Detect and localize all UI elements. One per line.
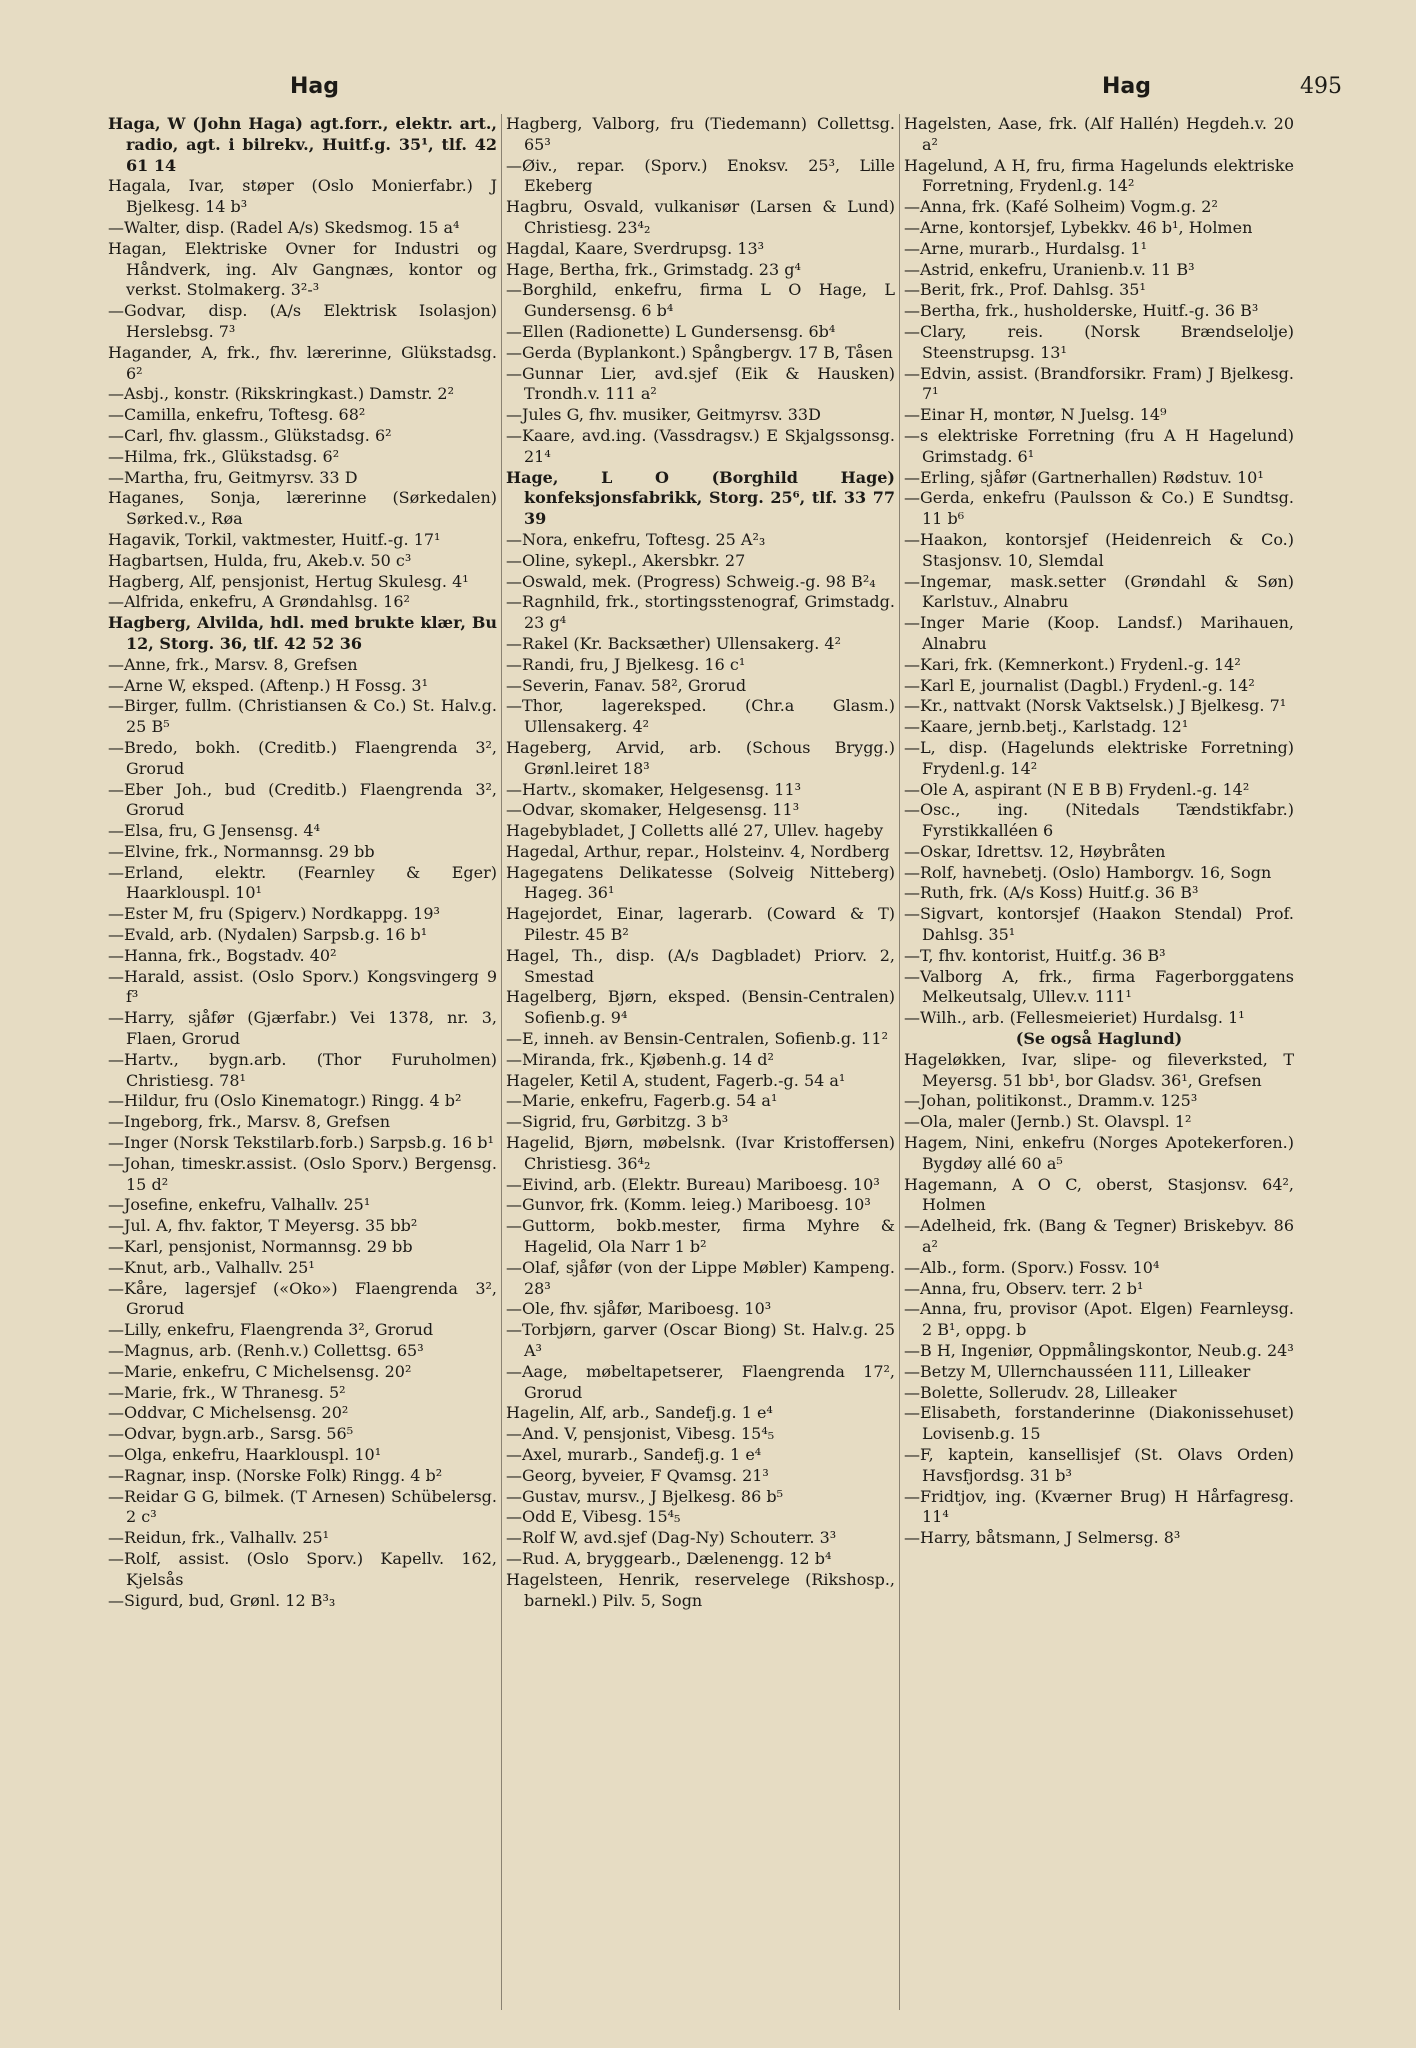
directory-entry: —Johan, politikonst., Dramm.v. 125³	[904, 1091, 1198, 1111]
directory-entry: —Godvar, disp. (A/s Elektrisk Isolasjon) Herslebsg. 7³	[108, 301, 497, 341]
directory-entry: —Osc., ing. (Nitedals Tændstikfabr.) Fyrstikkalléen 6	[904, 800, 1294, 841]
directory-entry: —Marie, enkefru, Fagerb.g. 54 a¹	[506, 1091, 778, 1111]
directory-entry: —Harry, sjåfør (Gjærfabr.) Vei 1378, nr. 3, Flaen, Grorud	[108, 1008, 497, 1049]
directory-entry: —Odvar, skomaker, Helgesensg. 11³	[506, 800, 800, 820]
directory-entry: —Harald, assist. (Oslo Sporv.) Kongsvingerg 9 f³	[108, 966, 497, 1007]
directory-entry: Hagebybladet, J Colletts allé 27, Ullev. hageby	[506, 821, 884, 841]
directory-entry: Hagberg, Alf, pensjonist, Hertug Skulesg. 4¹	[108, 571, 469, 591]
directory-entry: —Anne, frk., Marsv. 8, Grefsen	[108, 654, 358, 674]
directory-entry: Hagelund, A H, fru, firma Hagelunds elektriske Forretning, Frydenl.g. 14²	[904, 155, 1294, 196]
directory-entry: —Valborg A, frk., firma Fagerborggatens Melkeutsalg, Ullev.v. 111¹	[904, 966, 1294, 1007]
directory-entry: Hagbartsen, Hulda, fru, Akeb.v. 50 c³	[108, 550, 412, 570]
directory-entry: —Ragnhild, frk., stortingsstenograf, Grimstadg. 23 g⁴	[506, 592, 895, 633]
directory-entry: —Fridtjov, ing. (Kværner Brug) H Hårfagresg. 11⁴	[904, 1486, 1294, 1527]
directory-entry: —Hildur, fru (Oslo Kinematogr.) Ringg. 4 b²	[108, 1091, 462, 1111]
directory-entry: Haga, W (John Haga) agt.forr., elektr. art., radio, agt. i bilrekv., Huitf.g. 35¹, tlf. 42 61 14	[108, 114, 497, 175]
directory-entry: —Arne W, eksped. (Aftenp.) H Fossg. 3¹	[108, 675, 429, 695]
directory-entry: Hagbru, Osvald, vulkanisør (Larsen & Lund) Christiesg. 23⁴₂	[506, 197, 895, 237]
directory-entry: —Inger (Norsk Tekstilarb.forb.) Sarpsb.g. 16 b¹	[108, 1133, 494, 1153]
directory-columns	[104, 114, 1300, 2010]
directory-entry: —Kaare, avd.ing. (Vassdragsv.) E Skjalgssonsg. 21⁴	[506, 425, 895, 466]
directory-entry: —Ola, maler (Jernb.) St. Olavspl. 1²	[904, 1112, 1192, 1132]
directory-entry: Hagelberg, Bjørn, eksped. (Bensin-Centralen) Sofienb.g. 9⁴	[506, 987, 895, 1028]
directory-entry: —Erling, sjåfør (Gartnerhallen) Rødstuv. 10¹	[904, 467, 1264, 487]
directory-entry: —Lilly, enkefru, Flaengrenda 3², Grorud	[108, 1320, 434, 1340]
directory-entry: —Hartv., skomaker, Helgesensg. 11³	[506, 779, 802, 799]
directory-entry: —Knut, arb., Valhallv. 25¹	[108, 1257, 315, 1277]
directory-entry: —Axel, murarb., Sandefj.g. 1 e⁴	[506, 1445, 762, 1464]
directory-entry: —Hartv., bygn.arb. (Thor Furuholmen) Christiesg. 78¹	[108, 1049, 497, 1090]
directory-entry: Hagel, Th., disp. (A/s Dagbladet) Priorv. 2, Smestad	[506, 945, 895, 986]
directory-entry: Hagelin, Alf, arb., Sandefj.g. 1 e⁴	[506, 1403, 773, 1423]
page-header	[0, 74, 1416, 108]
directory-entry: (Se også Haglund)	[1015, 1029, 1183, 1049]
directory-entry: —Oddvar, C Michelsensg. 20²	[108, 1403, 349, 1423]
page-number: 495	[1300, 74, 1342, 99]
directory-entry: —Guttorm, bokb.mester, firma Myhre & Hagelid, Ola Narr 1 b²	[506, 1216, 895, 1257]
directory-entry: Hagavik, Torkil, vaktmester, Huitf.-g. 17¹	[108, 529, 441, 549]
directory-entry: —Arne, murarb., Hurdalsg. 1¹	[904, 238, 1147, 258]
directory-entry: —Adelheid, frk. (Bang & Tegner) Briskebyv. 86 a²	[904, 1216, 1294, 1257]
directory-entry: —T, fhv. kontorist, Huitf.g. 36 B³	[904, 945, 1166, 965]
directory-entry: —Ester M, fru (Spigerv.) Nordkappg. 19³	[108, 904, 440, 924]
directory-entry: —Berit, frk., Prof. Dahlsg. 35¹	[904, 280, 1146, 300]
column-1	[104, 114, 502, 2010]
directory-entry: —Severin, Fanav. 58², Grorud	[506, 675, 747, 695]
directory-entry: —Odd E, Vibesg. 15⁴₅	[506, 1507, 681, 1527]
directory-entry: —Johan, timeskr.assist. (Oslo Sporv.) Bergensg. 15 d²	[108, 1153, 497, 1194]
directory-entry: —Jules G, fhv. musiker, Geitmyrsv. 33D	[506, 405, 821, 425]
directory-entry: Hagejordet, Einar, lagerarb. (Coward & T) Pilestr. 45 B²	[506, 904, 895, 945]
directory-entry: —Borghild, enkefru, firma L O Hage, L Gundersensg. 6 b⁴	[506, 280, 895, 321]
directory-entry: —Bertha, frk., husholderske, Huitf.-g. 36 B³	[904, 301, 1259, 321]
directory-entry: —Elsa, fru, G Jensensg. 4⁴	[108, 821, 321, 841]
directory-entry: —Oline, sykepl., Akersbkr. 27	[506, 550, 746, 570]
directory-entry: —Sigvart, kontorsjef (Haakon Stendal) Prof. Dahlsg. 35¹	[904, 904, 1294, 945]
directory-entry: —Karl, pensjonist, Normannsg. 29 bb	[108, 1237, 413, 1257]
directory-entry: —Anna, fru, provisor (Apot. Elgen) Fearnleysg. 2 B¹, oppg. b	[904, 1299, 1294, 1340]
directory-entry: Hagberg, Valborg, fru (Tiedemann) Collettsg. 65³	[506, 114, 895, 154]
directory-entry: —Ingemar, mask.setter (Grøndahl & Søn) Karlstuv., Alnabru	[904, 571, 1294, 612]
directory-entry: Hage, Bertha, frk., Grimstadg. 23 g⁴	[506, 259, 801, 279]
directory-entry: —Birger, fullm. (Christiansen & Co.) St. Halv.g. 25 B⁵	[108, 696, 497, 737]
directory-entry: —Ole A, aspirant (N E B B) Frydenl.-g. 14²	[904, 779, 1250, 799]
directory-entry: —Kr., nattvakt (Norsk Vaktselsk.) J Bjelkesg. 7¹	[904, 696, 1287, 716]
directory-entry: —Olga, enkefru, Haarklouspl. 10¹	[108, 1445, 382, 1464]
directory-entry: Hagemann, A O C, oberst, Stasjonsv. 64², Holmen	[904, 1174, 1294, 1215]
directory-entry: —Evald, arb. (Nydalen) Sarpsb.g. 16 b¹	[108, 925, 428, 945]
directory-entry: —Odvar, bygn.arb., Sarsg. 56⁵	[108, 1424, 354, 1444]
directory-entry: —Øiv., repar. (Sporv.) Enoksv. 25³, Lille Ekeberg	[506, 155, 895, 196]
directory-entry: Hagelsteen, Henrik, reservelege (Rikshosp., barnekl.) Pilv. 5, Sogn	[506, 1569, 895, 1610]
directory-entry: —Bredo, bokh. (Creditb.) Flaengrenda 3², Grorud	[108, 737, 497, 778]
directory-entry: —Kåre, lagersjef («Oko») Flaengrenda 3², Grorud	[108, 1278, 497, 1319]
directory-entry: —Harry, båtsmann, J Selmersg. 8³	[904, 1528, 1181, 1548]
directory-entry: —Anna, fru, Observ. terr. 2 b¹	[904, 1278, 1144, 1298]
directory-entry: —Inger Marie (Koop. Landsf.) Marihauen, Alnabru	[904, 613, 1294, 653]
directory-entry: —Jul. A, fhv. faktor, T Meyersg. 35 bb²	[108, 1216, 418, 1236]
directory-entry: —Kari, frk. (Kemnerkont.) Frydenl.-g. 14²	[904, 654, 1241, 674]
directory-entry: —Erland, elektr. (Fearnley & Eger) Haarklouspl. 10¹	[108, 862, 497, 903]
directory-entry: —F, kaptein, kansellisjef (St. Olavs Orden) Havsfjordsg. 31 b³	[904, 1445, 1294, 1485]
directory-entry: —Sigrid, fru, Gørbitzg. 3 b³	[506, 1112, 729, 1132]
directory-entry: —Elisabeth, forstanderinne (Diakonissehuset) Lovisenb.g. 15	[904, 1403, 1294, 1444]
directory-entry: Hagem, Nini, enkefru (Norges Apotekerforen.) Bygdøy allé 60 a⁵	[904, 1133, 1294, 1173]
directory-entry: —And. V, pensjonist, Vibesg. 15⁴₅	[506, 1424, 775, 1444]
directory-entry: —Alb., form. (Sporv.) Fossv. 10⁴	[904, 1257, 1160, 1277]
directory-entry: —Einar H, montør, N Juelsg. 14⁹	[904, 405, 1167, 425]
directory-entry: —Hilma, frk., Glükstadsg. 6²	[108, 446, 340, 466]
directory-entry: Hagan, Elektriske Ovner for Industri og Håndverk, ing. Alv Gangnæs, kontor og verkst. Stolmakerg. 3²-³	[108, 238, 497, 300]
directory-entry: Hagelsten, Aase, frk. (Alf Hallén) Hegdeh.v. 20 a²	[904, 114, 1294, 154]
directory-entry: —Torbjørn, garver (Oscar Biong) St. Halv.g. 25 A³	[506, 1320, 895, 1361]
directory-entry: Hagala, Ivar, støper (Oslo Monierfabr.) J Bjelkesg. 14 b³	[108, 176, 497, 217]
directory-entry: —Rud. A, bryggearb., Dælenengg. 12 b⁴	[506, 1548, 832, 1568]
directory-entry: —Miranda, frk., Kjøbenh.g. 14 d²	[506, 1049, 774, 1069]
directory-entry: —Josefine, enkefru, Valhallv. 25¹	[108, 1195, 371, 1215]
directory-entry: —Randi, fru, J Bjelkesg. 16 c¹	[506, 654, 746, 674]
directory-entry: —Walter, disp. (Radel A/s) Skedsmog. 15 a⁴	[108, 217, 460, 237]
directory-entry: —Gustav, mursv., J Bjelkesg. 86 b⁵	[506, 1486, 784, 1506]
directory-entry: —Gunvor, frk. (Komm. leieg.) Mariboesg. 10³	[506, 1195, 871, 1215]
directory-entry: —Ingeborg, frk., Marsv. 8, Grefsen	[108, 1112, 391, 1132]
directory-entry: —Nora, enkefru, Toftesg. 25 A²₃	[506, 529, 766, 549]
directory-entry: —E, inneh. av Bensin-Centralen, Sofienb.g. 11²	[506, 1029, 889, 1049]
directory-entry: —Eivind, arb. (Elektr. Bureau) Mariboesg. 10³	[506, 1174, 880, 1194]
directory-entry: —Gunnar Lier, avd.sjef (Eik & Hausken) Trondh.v. 111 a²	[506, 363, 895, 404]
directory-entry: —Oswald, mek. (Progress) Schweig.-g. 98 B²₄	[506, 571, 876, 591]
column-3	[900, 114, 1298, 2010]
directory-entry: —Bolette, Sollerudv. 28, Lilleaker	[904, 1382, 1177, 1402]
directory-entry: —Gerda (Byplankont.) Spångbergv. 17 B, Tåsen	[506, 342, 893, 362]
directory-entry: —Camilla, enkefru, Toftesg. 68²	[108, 405, 366, 425]
directory-entry: —Marie, frk., W Thranesg. 5²	[108, 1382, 346, 1402]
directory-entry: —Astrid, enkefru, Uranienb.v. 11 B³	[904, 259, 1195, 279]
directory-entry: —Karl E, journalist (Dagbl.) Frydenl.-g. 14²	[904, 675, 1255, 695]
directory-entry: —Asbj., konstr. (Rikskringkast.) Damstr. 2²	[108, 384, 455, 404]
directory-entry: —Rolf, havnebetj. (Oslo) Hamborgv. 16, Sogn	[904, 862, 1272, 882]
directory-entry: —Gerda, enkefru (Paulsson & Co.) E Sundtsg. 11 b⁶	[904, 488, 1294, 529]
directory-entry: —Rakel (Kr. Backsæther) Ullensakerg. 4²	[506, 633, 842, 653]
directory-entry: —Wilh., arb. (Fellesmeieriet) Hurdalsg. 1¹	[904, 1008, 1245, 1028]
directory-entry: —Reidar G G, bilmek. (T Arnesen) Schübelersg. 2 c³	[108, 1486, 497, 1527]
directory-entry: —Edvin, assist. (Brandforsikr. Fram) J Bjelkesg. 7¹	[904, 363, 1294, 404]
directory-entry: —Rolf W, avd.sjef (Dag-Ny) Schouterr. 3³	[506, 1528, 837, 1548]
column-2	[502, 114, 900, 2010]
directory-entry: Hagberg, Alvilda, hdl. med brukte klær, Bu 12, Storg. 36, tlf. 42 52 36	[108, 613, 497, 653]
directory-entry: —Kaare, jernb.betj., Karlstadg. 12¹	[904, 717, 1189, 737]
directory-entry: Hagedal, Arthur, repar., Holsteinv. 4, Nordberg	[506, 841, 890, 861]
directory-entry: —Georg, byveier, F Qvamsg. 21³	[506, 1465, 769, 1485]
directory-entry: —Haakon, kontorsjef (Heidenreich & Co.) Stasjonsv. 10, Slemdal	[904, 529, 1294, 570]
running-head-right: Hag	[1102, 74, 1152, 99]
directory-entry: —Rolf, assist. (Oslo Sporv.) Kapellv. 162, Kjelsås	[108, 1548, 497, 1589]
directory-entry: —Clary, reis. (Norsk Brændselolje) Steenstrupsg. 13¹	[904, 321, 1294, 362]
directory-entry: —Hanna, frk., Bogstadv. 40²	[108, 945, 337, 965]
directory-entry: Hageløkken, Ivar, slipe- og fileverksted, T Meyersg. 51 bb¹, bor Gladsv. 36¹, Grefsen	[904, 1049, 1294, 1090]
directory-entry: Hagegatens Delikatesse (Solveig Nitteberg) Hageg. 36¹	[506, 862, 895, 903]
directory-entry: —s elektriske Forretning (fru A H Hagelund) Grimstadg. 6¹	[904, 425, 1294, 466]
directory-entry: —Sigurd, bud, Grønl. 12 B³₃	[108, 1590, 336, 1610]
directory-entry: —Ruth, frk. (A/s Koss) Huitf.g. 36 B³	[904, 883, 1199, 903]
directory-entry: —Reidun, frk., Valhallv. 25¹	[108, 1528, 330, 1548]
directory-entry: Hagander, A, frk., fhv. lærerinne, Glükstadsg. 6²	[108, 342, 497, 383]
directory-entry: —Martha, fru, Geitmyrsv. 33 D	[108, 467, 358, 487]
directory-entry: —Anna, frk. (Kafé Solheim) Vogm.g. 2²	[904, 197, 1218, 217]
directory-entry: —B H, Ingeniør, Oppmålingskontor, Neub.g. 24³	[904, 1341, 1294, 1361]
directory-entry: —Ole, fhv. sjåfør, Mariboesg. 10³	[506, 1299, 772, 1319]
directory-entry: Hagelid, Bjørn, møbelsnk. (Ivar Kristoffersen) Christiesg. 36⁴₂	[506, 1133, 895, 1173]
directory-entry: Hagdal, Kaare, Sverdrupsg. 13³	[506, 238, 765, 258]
directory-entry: —Thor, lagereksped. (Chr.a Glasm.) Ullensakerg. 4²	[506, 696, 895, 737]
directory-entry: —L, disp. (Hagelunds elektriske Forretning) Frydenl.g. 14²	[904, 737, 1294, 778]
directory-entry: —Elvine, frk., Normannsg. 29 bb	[108, 841, 375, 861]
directory-entry: Hage, L O (Borghild Hage) konfeksjonsfabrikk, Storg. 25⁶, tlf. 33 77 39	[506, 467, 895, 529]
directory-entry: —Alfrida, enkefru, A Grøndahlsg. 16²	[108, 592, 410, 612]
directory-entry: —Ellen (Radionette) L Gundersensg. 6b⁴	[506, 321, 836, 341]
directory-entry: —Magnus, arb. (Renh.v.) Collettsg. 65³	[108, 1341, 424, 1361]
directory-entry: —Betzy M, Ullernchausséen 111, Lilleaker	[904, 1361, 1251, 1381]
directory-entry: —Marie, enkefru, C Michelsensg. 20²	[108, 1361, 412, 1381]
directory-entry: Hageler, Ketil A, student, Fagerb.-g. 54 a¹	[506, 1070, 846, 1090]
directory-entry: Hageberg, Arvid, arb. (Schous Brygg.) Grønl.leiret 18³	[506, 737, 895, 778]
directory-entry: —Oskar, Idrettsv. 12, Høybråten	[904, 841, 1166, 861]
directory-entry: —Aage, møbeltapetserer, Flaengrenda 17², Grorud	[506, 1361, 895, 1402]
directory-entry: —Carl, fhv. glassm., Glükstadsg. 6²	[108, 425, 392, 445]
directory-entry: —Arne, kontorsjef, Lybekkv. 46 b¹, Holmen	[904, 217, 1253, 237]
directory-entry: Haganes, Sonja, lærerinne (Sørkedalen) Sørked.v., Røa	[108, 488, 497, 529]
directory-entry: —Olaf, sjåfør (von der Lippe Møbler) Kampeng. 28³	[506, 1257, 895, 1298]
directory-entry: —Eber Joh., bud (Creditb.) Flaengrenda 3², Grorud	[108, 779, 497, 820]
directory-entry: —Ragnar, insp. (Norske Folk) Ringg. 4 b²	[108, 1465, 443, 1485]
running-head-left: Hag	[290, 74, 340, 99]
